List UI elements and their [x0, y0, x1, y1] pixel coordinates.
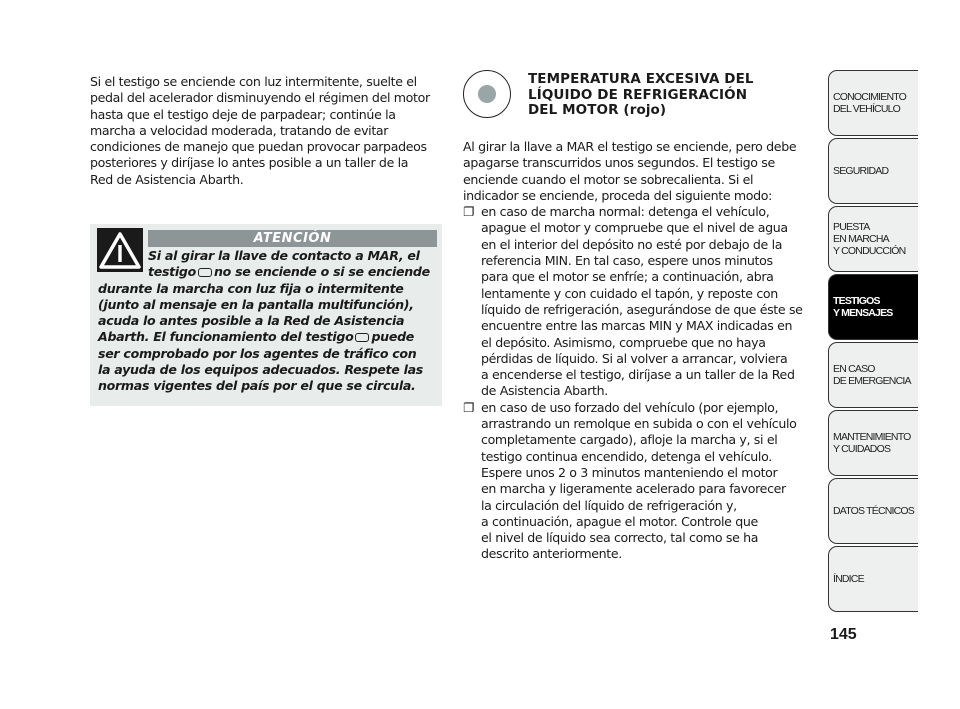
- section-heading: [528, 72, 754, 119]
- warning-lamp-icon: [463, 70, 511, 118]
- text-line: indicador se enciende, proceda del siguiente modo:: [463, 187, 773, 203]
- checkbox-bullet-icon: ❐: [463, 399, 474, 415]
- text-line: en marcha y ligeramente acelerado para favorecer: [481, 481, 786, 497]
- text-line: el nivel de líquido sea correcto, tal como se ha: [481, 530, 759, 546]
- chapter-tab[interactable]: TESTIGOS Y MENSAJES: [828, 274, 918, 340]
- text-line: a encenderse el testigo, diríjase a un taller de la Red: [481, 367, 795, 383]
- text-line: enciende cuando el motor se sobrecalienta. Si el: [463, 171, 754, 187]
- text-line: Espere unos 2 o 3 minutos manteniendo el motor: [481, 464, 778, 480]
- engine-warning-icon: [198, 268, 212, 277]
- warning-line: [98, 329, 430, 345]
- text-line: posteriores y diríjase lo antes posible a un taller de la: [90, 155, 409, 171]
- text-line: Al girar la llave a MAR el testigo se enciende, pero debe: [463, 139, 797, 154]
- warning-title: ATENCIÓN: [148, 230, 437, 247]
- text-line: en caso de uso forzado del vehículo (por ejemplo,: [481, 399, 779, 415]
- bullet-item: [463, 204, 803, 400]
- warning-text-segment: durante la marcha con luz fija o intermitente: [98, 280, 404, 296]
- text-line: líquido de refrigeración, asegurándose de que éste se: [481, 301, 803, 317]
- text-line: a continuación, apague el motor. Controle que: [481, 513, 758, 529]
- warning-text-segment: la ayuda de los equipos adecuados. Respete las: [98, 362, 423, 378]
- text-line: la circulación del líquido de refrigeración y,: [481, 497, 737, 513]
- text-line: lentamente y con cuidado el tapón, y reposte con: [481, 285, 778, 301]
- text-line: condiciones de manejo que puedan provocar parpadeos: [90, 139, 427, 155]
- warning-line: [98, 346, 430, 362]
- page-number: 145: [830, 626, 857, 643]
- chapter-tabs: [828, 70, 918, 614]
- bullet-item: [463, 400, 803, 563]
- text-line: referencia MIN. En tal caso, espere unos minutos: [481, 253, 773, 269]
- heading-line: TEMPERATURA EXCESIVA DEL: [528, 71, 754, 87]
- text-line: encuentre entre las marcas MIN y MAX indicadas en: [481, 318, 793, 334]
- section-body: [463, 139, 803, 563]
- heading-line: LÍQUIDO DE REFRIGERACIÓN: [528, 86, 748, 103]
- chapter-tab[interactable]: SEGURIDAD: [828, 138, 918, 204]
- warning-text-segment: Abarth. El funcionamiento del testigo: [98, 329, 354, 345]
- text-line: arrastrando un remolque en subida o con el vehículo: [481, 416, 797, 432]
- text-line: para que el motor se enfríe; a continuación, abra: [481, 269, 774, 285]
- text-line: marcha a velocidad moderada, tratando de evitar: [90, 122, 389, 138]
- text-line: descrito anteriormente.: [481, 546, 622, 562]
- warning-text: [98, 248, 430, 395]
- text-line: pedal del acelerador disminuyendo el régimen del motor: [90, 90, 430, 106]
- warning-text-segment: puede: [371, 329, 415, 345]
- text-line: hasta que el testigo deje de parpadear; continúe la: [90, 106, 396, 122]
- heading-line: DEL MOTOR (rojo): [528, 102, 667, 118]
- warning-line: [98, 248, 430, 264]
- text-line: completamente cargado), afloje la marcha y, si el: [481, 432, 778, 448]
- text-line: apagarse transcurridos unos segundos. El testigo se: [463, 155, 775, 171]
- text-line: pérdidas de líquido. Si al volver a arrancar, volviera: [481, 350, 788, 366]
- warning-text-segment: ser comprobado por los agentes de tráfico con: [98, 345, 417, 361]
- chapter-tab[interactable]: CONOCIMIENTO DEL VEHÍCULO: [828, 70, 918, 136]
- warning-text-segment: normas vigentes del país por el que se circula.: [98, 378, 416, 394]
- text-line: testigo continua encendido, detenga el vehículo.: [481, 448, 772, 464]
- text-line: Red de Asistencia Abarth.: [90, 171, 244, 187]
- warning-line: [98, 313, 430, 329]
- checkbox-bullet-icon: ❐: [463, 204, 474, 220]
- text-line: en caso de marcha normal: detenga el vehículo,: [481, 204, 770, 220]
- text-line: apague el motor y compruebe que el nivel de agua: [481, 220, 788, 236]
- chapter-tab[interactable]: EN CASO DE EMERGENCIA: [828, 342, 918, 408]
- warning-text-segment: testigo: [148, 264, 196, 280]
- warning-text-segment: Si al girar la llave de contacto a MAR, el: [148, 248, 420, 263]
- warning-line: [98, 362, 430, 378]
- warning-text-segment: no se enciende o si se enciende: [213, 264, 430, 280]
- text-line: Si el testigo se enciende con luz intermitente, suelte el: [90, 74, 417, 89]
- text-line: de Asistencia Abarth.: [481, 383, 608, 399]
- warning-line: [98, 378, 430, 394]
- warning-line: [98, 297, 430, 313]
- left-paragraph: [90, 74, 430, 188]
- warning-text-segment: acuda lo antes posible a la Red de Asistencia: [98, 313, 405, 329]
- warning-line: [98, 264, 430, 280]
- chapter-tab[interactable]: PUESTA EN MARCHA Y CONDUCCIÓN: [828, 206, 918, 272]
- engine-warning-icon: [355, 333, 369, 342]
- chapter-tab[interactable]: ÍNDICE: [828, 546, 918, 612]
- chapter-tab[interactable]: DATOS TÉCNICOS: [828, 478, 918, 544]
- warning-text-segment: (junto al mensaje en la pantalla multifunción),: [98, 296, 414, 312]
- warning-box: [90, 224, 442, 406]
- text-line: el depósito. Asimismo, compruebe que no haya: [481, 334, 766, 350]
- chapter-tab[interactable]: MANTENIMIENTO Y CUIDADOS: [828, 410, 918, 476]
- text-line: en el interior del depósito no esté por debajo de la: [481, 236, 783, 252]
- warning-line: [98, 281, 430, 297]
